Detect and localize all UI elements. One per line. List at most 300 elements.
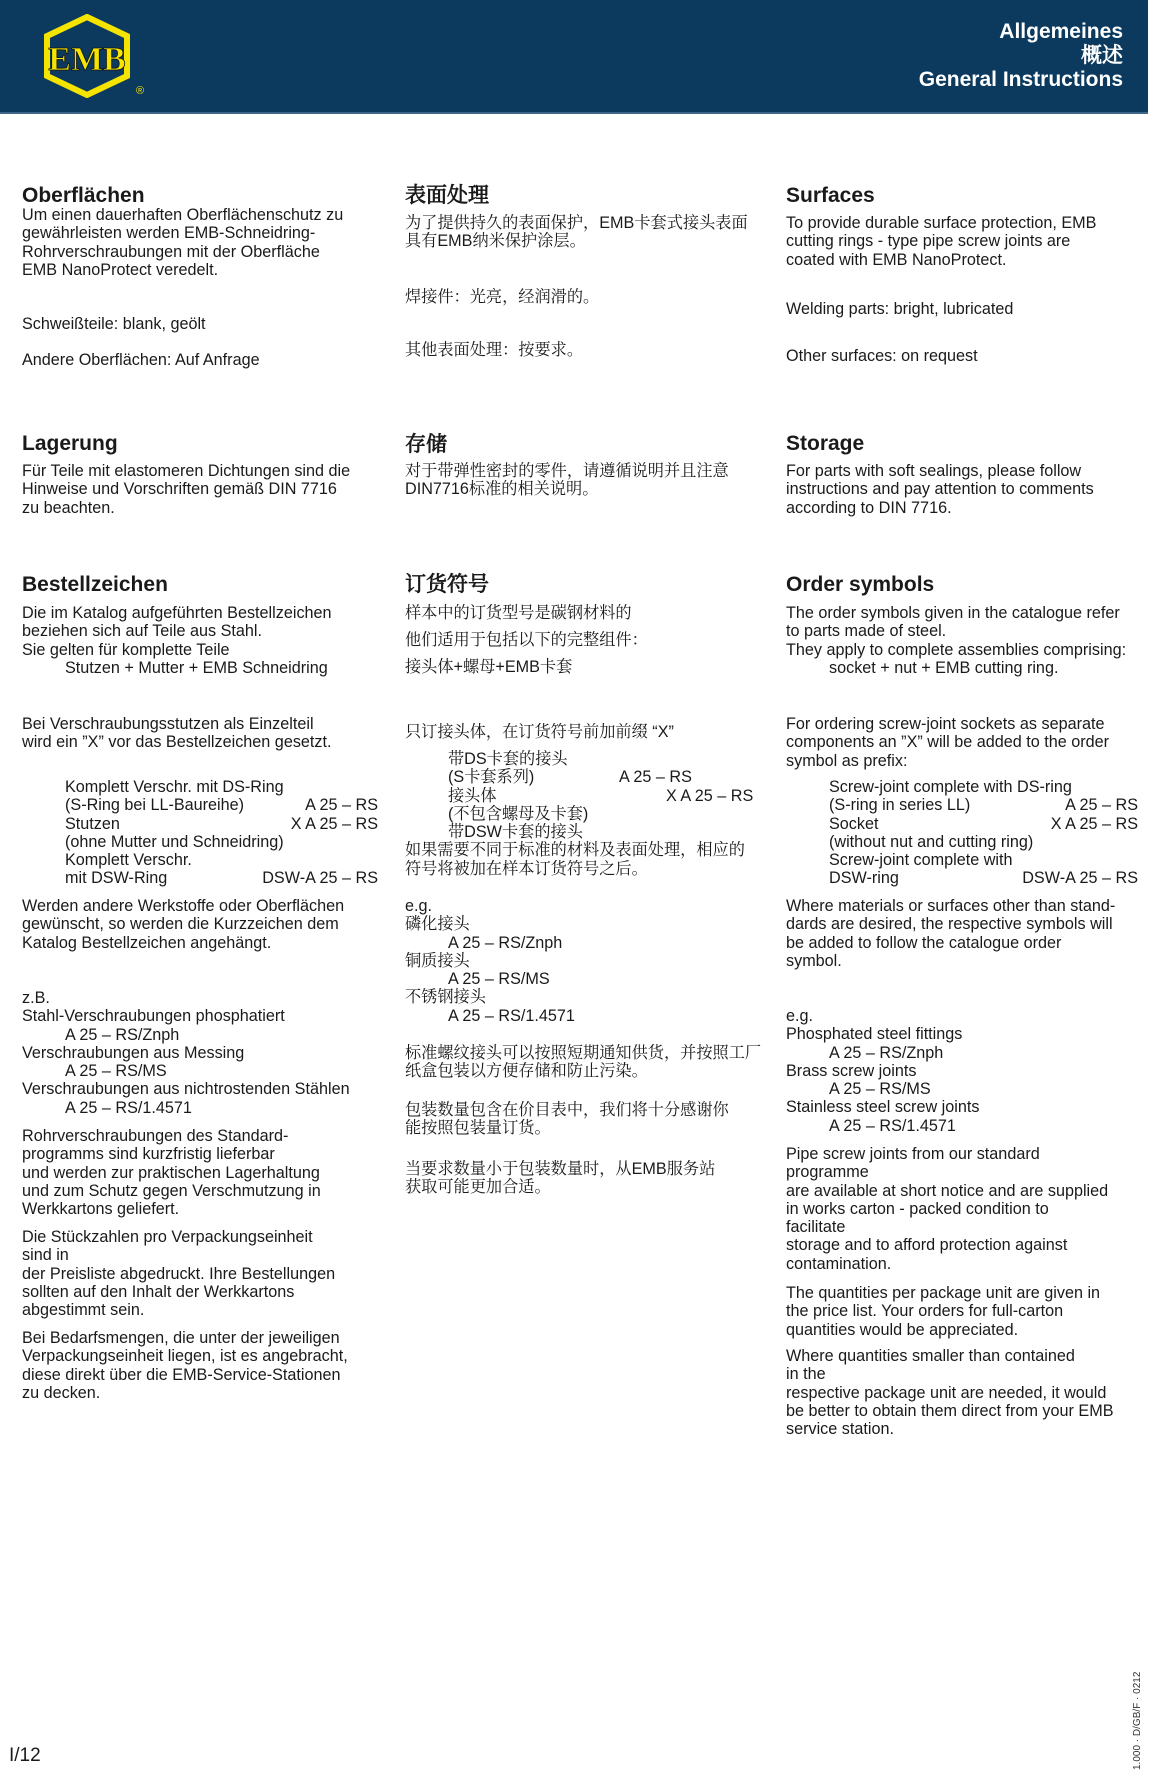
text-line — [22, 243, 378, 261]
text-line — [405, 1178, 760, 1196]
text-line — [786, 604, 1138, 622]
text-line — [786, 1218, 1138, 1236]
text-line — [22, 1062, 378, 1080]
paragraph — [405, 723, 760, 741]
text-line — [22, 989, 378, 1007]
text-line — [786, 347, 1138, 365]
line-text: Stutzen — [65, 814, 120, 833]
line-text: 包装数量包含在价目表中，我们将十分感谢你 — [405, 1101, 729, 1119]
paragraph — [22, 1127, 378, 1218]
text-line — [786, 1420, 1138, 1438]
paragraph — [405, 341, 760, 359]
paragraph — [786, 1007, 1138, 1135]
line-text: 他们适用于包括以下的完整组件： — [405, 631, 648, 649]
line-text: (ohne Mutter und Schneidring) — [65, 832, 284, 851]
section-heading: Order symbols — [786, 573, 935, 596]
text-line — [786, 1163, 1138, 1181]
text-line — [786, 934, 1138, 952]
line-text: der Preisliste abgedruckt. Ihre Bestellungen — [22, 1264, 336, 1283]
paragraph — [22, 206, 378, 279]
line-text: be added to follow the catalogue order — [786, 933, 1062, 952]
text-line — [405, 1119, 760, 1137]
line-text: Pipe screw joints from our standard — [786, 1145, 1040, 1163]
text-line — [22, 715, 378, 733]
line-text: Stainless steel screw joints — [786, 1098, 980, 1117]
line-text: sollten auf den Inhalt der Werkkartons — [22, 1282, 295, 1301]
line-text: zu decken. — [22, 1383, 101, 1402]
text-line — [22, 499, 378, 517]
line-text: 带DSW卡套的接头 — [448, 823, 583, 842]
line-text: 只订接头体，在订货符号前加前缀 “X” — [405, 723, 674, 741]
text-line — [405, 480, 760, 498]
title-de: Allgemeines — [999, 20, 1123, 43]
text-line — [22, 1265, 378, 1283]
text-line — [786, 1062, 1138, 1080]
line-text: A 25 – RS/1.4571 — [448, 1006, 575, 1025]
paragraph — [786, 214, 1138, 269]
line-text: A 25 – RS/MS — [448, 970, 550, 989]
text-line — [22, 1164, 378, 1182]
line-text: A 25 – RS/1.4571 — [829, 1116, 956, 1135]
text-line — [786, 1007, 1138, 1025]
line-text: e.g. — [405, 897, 433, 915]
line-text: Other surfaces: on request — [786, 347, 978, 365]
line-text: in works carton - packed condition to — [786, 1199, 1049, 1218]
text-line — [786, 480, 1138, 498]
text-line — [786, 796, 1138, 814]
text-line — [405, 823, 760, 841]
paragraph — [786, 715, 1138, 770]
text-line — [786, 462, 1138, 480]
paragraph — [22, 778, 378, 888]
text-line — [405, 768, 760, 786]
text-line — [786, 851, 1138, 869]
line-text: A 25 – RS/MS — [829, 1080, 931, 1099]
line-text: socket + nut + EMB cutting ring. — [829, 658, 1059, 677]
text-line — [22, 915, 378, 933]
line-text: They apply to complete assemblies comprising: — [786, 640, 1127, 659]
line-text: 标准螺纹接头可以按照短期通知供货，并按照工厂 — [405, 1044, 762, 1062]
text-line — [786, 1255, 1138, 1273]
text-line — [405, 952, 760, 970]
line-text: Socket — [829, 814, 879, 833]
text-line — [405, 232, 760, 250]
line-text: The quantities per package unit are given in — [786, 1284, 1101, 1302]
line-text: service station. — [786, 1420, 894, 1439]
paragraph — [786, 1145, 1138, 1273]
line-text: (S-Ring bei LL-Baureihe) — [65, 796, 245, 815]
line-text: (S-ring in series LL) — [829, 796, 971, 815]
section-heading: 订货符号 — [405, 573, 489, 596]
line-text: components an ”X” will be added to the order — [786, 733, 1110, 752]
text-line — [786, 715, 1138, 733]
text-line — [786, 214, 1138, 232]
text-line — [22, 1200, 378, 1218]
line-text: To provide durable surface protection, EMB — [786, 214, 1097, 232]
line-text: 具有EMB纳米保护涂层。 — [405, 232, 586, 251]
text-line — [22, 1384, 378, 1402]
header-titles — [919, 20, 1123, 92]
line-text: Andere Oberflächen: Auf Anfrage — [22, 351, 260, 369]
text-line — [22, 1301, 378, 1319]
line-text: DIN7716标准的相关说明。 — [405, 480, 599, 499]
text-line — [405, 934, 760, 952]
line-text: symbol as prefix: — [786, 751, 908, 770]
document-code: 1.000 · D/GB/F · 0212 — [1132, 1671, 1143, 1770]
line-text: cutting rings - type pipe screw joints are — [786, 232, 1071, 251]
text-line — [405, 860, 760, 878]
line-text: gewährleisten werden EMB-Schneidring- — [22, 224, 316, 243]
paragraph — [786, 1347, 1138, 1438]
paragraph — [22, 1228, 378, 1319]
line-text: programms sind kurzfristig lieferbar — [22, 1145, 275, 1164]
text-line — [22, 1246, 378, 1264]
paragraph — [786, 897, 1138, 970]
text-line — [786, 778, 1138, 796]
line-text: Rohrverschraubungen mit der Oberfläche — [22, 242, 320, 261]
order-code: A 25 – RS — [619, 768, 692, 787]
line-text: Where materials or surfaces other than stand- — [786, 897, 1116, 915]
line-text: EMB NanoProtect veredelt. — [22, 260, 219, 279]
text-line — [22, 815, 378, 833]
section-heading: Surfaces — [786, 184, 875, 207]
line-text: 样本中的订货型号是碳钢材料的 — [405, 604, 632, 622]
text-line — [786, 641, 1138, 659]
line-text: are available at short notice and are supplied — [786, 1181, 1109, 1200]
text-line — [22, 1329, 378, 1347]
line-text: und werden zur praktischen Lagerhaltung — [22, 1163, 320, 1182]
line-text: Für Teile mit elastomeren Dichtungen sind die — [22, 462, 351, 480]
text-line — [786, 1402, 1138, 1420]
paragraph — [405, 600, 760, 681]
line-text: Katalog Bestellzeichen angehängt. — [22, 933, 272, 952]
text-line — [405, 1044, 760, 1062]
line-text: (不包含螺母及卡套) — [448, 804, 589, 823]
text-line — [405, 341, 760, 359]
line-text: 其他表面处理：按要求。 — [405, 341, 584, 359]
line-text: A 25 – RS/MS — [65, 1062, 167, 1081]
paragraph — [405, 1044, 760, 1081]
text-line — [22, 480, 378, 498]
paragraph — [405, 288, 760, 306]
text-line — [405, 915, 760, 933]
paragraph — [22, 1329, 378, 1402]
text-line — [22, 224, 378, 242]
line-text: 为了提供持久的表面保护，EMB卡套式接头表面 — [405, 214, 748, 232]
line-text: be better to obtain them direct from your EMB — [786, 1401, 1114, 1420]
paragraph — [22, 351, 378, 369]
line-text: Verschraubungen aus Messing — [22, 1043, 245, 1062]
text-line — [786, 1321, 1138, 1339]
order-code: X A 25 – RS — [290, 814, 378, 833]
text-line — [786, 1182, 1138, 1200]
line-text: zu beachten. — [22, 498, 115, 517]
paragraph — [22, 604, 378, 677]
line-text: 获取可能更加合适。 — [405, 1178, 551, 1197]
text-line — [22, 1007, 378, 1025]
line-text: quantities would be appreciated. — [786, 1320, 1019, 1339]
text-line — [405, 1101, 760, 1119]
order-code: A 25 – RS — [305, 796, 378, 815]
text-line — [22, 622, 378, 640]
text-line — [22, 1080, 378, 1098]
order-code: X A 25 – RS — [1050, 814, 1138, 833]
text-line — [405, 1062, 760, 1080]
text-line — [405, 970, 760, 988]
text-line — [22, 796, 378, 814]
line-text: 接头体+螺母+EMB卡套 — [405, 658, 573, 676]
text-line — [786, 1236, 1138, 1254]
line-text: (without nut and cutting ring) — [829, 832, 1034, 851]
line-text: coated with EMB NanoProtect. — [786, 250, 1007, 269]
line-text: 当要求数量小于包装数量时，从EMB服务站 — [405, 1160, 716, 1178]
text-line — [22, 261, 378, 279]
text-line — [22, 851, 378, 869]
text-line — [786, 869, 1138, 887]
text-line — [786, 499, 1138, 517]
text-line — [405, 462, 760, 480]
line-text: 能按照包装量订货。 — [405, 1119, 551, 1138]
text-line — [405, 787, 760, 805]
line-text: For ordering screw-joint sockets as separate — [786, 715, 1105, 733]
line-text: 不锈钢接头 — [405, 988, 486, 1007]
text-line — [786, 251, 1138, 269]
text-line — [405, 750, 760, 768]
text-line — [786, 897, 1138, 915]
text-line — [405, 988, 760, 1006]
text-line — [22, 934, 378, 952]
title-zh: 概述 — [1081, 44, 1123, 67]
text-line — [22, 206, 378, 224]
text-line — [786, 232, 1138, 250]
text-line — [405, 654, 760, 681]
line-text: e.g. — [786, 1007, 814, 1025]
text-line — [786, 1384, 1138, 1402]
text-line — [22, 869, 378, 887]
line-text: A 25 – RS/Znph — [829, 1043, 944, 1062]
text-line — [22, 1366, 378, 1384]
text-line — [786, 1347, 1138, 1365]
paragraph — [786, 1284, 1138, 1339]
section-heading: 存储 — [405, 433, 447, 456]
line-text: dards are desired, the respective symbols will — [786, 915, 1113, 934]
paragraph — [405, 897, 760, 1025]
paragraph — [405, 214, 760, 251]
section-heading: Bestellzeichen — [22, 573, 168, 596]
text-line — [786, 1200, 1138, 1218]
line-text: Die im Katalog aufgeführten Bestellzeichen — [22, 604, 332, 622]
section-heading: Storage — [786, 432, 865, 455]
line-text: A 25 – RS/Znph — [65, 1025, 180, 1044]
line-text: Stutzen + Mutter + EMB Schneidring — [65, 658, 328, 677]
line-text: (S卡套系列) — [448, 768, 535, 787]
text-line — [22, 641, 378, 659]
line-text: Bei Bedarfsmengen, die unter der jeweiligen — [22, 1329, 340, 1347]
text-line — [22, 1347, 378, 1365]
text-line — [786, 622, 1138, 640]
text-line — [405, 897, 760, 915]
line-text: DSW-ring — [829, 869, 899, 888]
line-text: Komplett Verschr. — [65, 851, 192, 870]
line-text: Screw-joint complete with DS-ring — [829, 778, 1072, 796]
text-line — [405, 1007, 760, 1025]
line-text: Schweißteile: blank, geölt — [22, 315, 206, 333]
order-code: DSW-A 25 – RS — [1022, 869, 1138, 888]
section-heading: Oberflächen — [22, 184, 145, 207]
text-line — [22, 604, 378, 622]
line-text: Phosphated steel fittings — [786, 1025, 963, 1044]
line-text: Welding parts: bright, lubricated — [786, 300, 1014, 318]
line-text: 磷化接头 — [405, 915, 470, 934]
line-text: beziehen sich auf Teile aus Stahl. — [22, 622, 262, 641]
text-line — [786, 1145, 1138, 1163]
line-text: 带DS卡套的接头 — [448, 750, 568, 768]
line-text: Bei Verschraubungsstutzen als Einzelteil — [22, 715, 314, 733]
paragraph — [405, 462, 760, 499]
text-line — [405, 288, 760, 306]
text-line — [22, 1145, 378, 1163]
text-line — [22, 1182, 378, 1200]
text-line — [786, 752, 1138, 770]
text-line — [786, 1044, 1138, 1062]
line-text: 接头体 — [448, 786, 497, 805]
text-line — [22, 1283, 378, 1301]
line-text: diese direkt über die EMB-Service-Stationen — [22, 1365, 341, 1384]
line-text: facilitate — [786, 1218, 846, 1237]
line-text: Verschraubungen aus nichtrostenden Stählen — [22, 1080, 350, 1099]
line-text: Werkkartons geliefert. — [22, 1200, 180, 1219]
page-number: I/12 — [9, 1745, 41, 1766]
line-text: Screw-joint complete with — [829, 851, 1013, 870]
order-code: X A 25 – RS — [666, 786, 754, 805]
line-text: For parts with soft sealings, please follow — [786, 462, 1082, 480]
line-text: 如果需要不同于标准的材料及表面处理，相应的 — [405, 841, 745, 860]
text-line — [22, 1099, 378, 1117]
line-text: instructions and pay attention to comments — [786, 480, 1094, 499]
line-text: Um einen dauerhaften Oberflächenschutz zu — [22, 206, 344, 224]
line-text: 纸盒包装以方便存储和防止污染。 — [405, 1062, 648, 1081]
text-line — [405, 723, 760, 741]
text-line — [786, 1365, 1138, 1383]
line-text: Werden andere Werkstoffe oder Oberflächen — [22, 897, 345, 915]
line-text: Where quantities smaller than contained — [786, 1347, 1075, 1365]
text-line — [786, 815, 1138, 833]
line-text: A 25 – RS/1.4571 — [65, 1098, 192, 1117]
line-text: wird ein ”X” vor das Bestellzeichen gesetzt. — [22, 733, 332, 752]
line-text: Die Stückzahlen pro Verpackungseinheit — [22, 1228, 313, 1246]
line-text: Rohrverschraubungen des Standard- — [22, 1127, 289, 1145]
text-line — [405, 600, 760, 627]
line-text: the price list. Your orders for full-carton — [786, 1302, 1064, 1321]
line-text: 铜质接头 — [405, 951, 470, 970]
paragraph — [22, 897, 378, 952]
paragraph — [405, 1101, 760, 1138]
line-text: storage and to afford protection against — [786, 1236, 1068, 1255]
paragraph — [405, 750, 760, 878]
text-line — [786, 952, 1138, 970]
line-text: respective package unit are needed, it would — [786, 1383, 1107, 1402]
emb-logo — [42, 14, 157, 98]
text-line — [786, 1080, 1138, 1098]
line-text: 焊接件：光亮，经润滑的。 — [405, 288, 600, 306]
line-text: und zum Schutz gegen Verschmutzung in — [22, 1181, 321, 1200]
line-text: A 25 – RS/Znph — [448, 933, 563, 952]
line-text: to parts made of steel. — [786, 622, 947, 641]
text-line — [22, 1127, 378, 1145]
line-text: abgestimmt sein. — [22, 1301, 145, 1320]
line-text: Verpackungseinheit liegen, ist es angebracht, — [22, 1347, 348, 1366]
paragraph — [22, 462, 378, 517]
text-line — [405, 214, 760, 232]
text-line — [22, 315, 378, 333]
svg-text:EMB: EMB — [48, 41, 126, 78]
text-line — [786, 659, 1138, 677]
text-line — [22, 833, 378, 851]
title-en: General Instructions — [918, 68, 1123, 91]
paragraph — [786, 778, 1138, 888]
text-line — [786, 915, 1138, 933]
text-line — [22, 1044, 378, 1062]
line-text: Stahl-Verschraubungen phosphatiert — [22, 1007, 285, 1026]
paragraph — [405, 1160, 760, 1197]
text-line — [22, 778, 378, 796]
text-line — [405, 627, 760, 654]
text-line — [786, 1302, 1138, 1320]
paragraph — [786, 604, 1138, 677]
svg-text:®: ® — [135, 85, 145, 97]
paragraph — [22, 315, 378, 333]
text-line — [405, 1160, 760, 1178]
paragraph — [786, 462, 1138, 517]
text-line — [22, 462, 378, 480]
line-text: The order symbols given in the catalogue refer — [786, 604, 1120, 622]
line-text: gewünscht, so werden die Kurzzeichen dem — [22, 915, 339, 934]
text-line — [22, 1026, 378, 1044]
line-text: z.B. — [22, 989, 50, 1007]
line-text: sind in — [22, 1246, 69, 1265]
order-code: A 25 – RS — [1065, 796, 1138, 815]
text-line — [786, 1284, 1138, 1302]
line-text: according to DIN 7716. — [786, 498, 952, 517]
text-line — [22, 733, 378, 751]
section-heading: 表面处理 — [405, 184, 489, 207]
text-line — [405, 805, 760, 823]
paragraph — [22, 989, 378, 1117]
line-text: contamination. — [786, 1254, 892, 1273]
paragraph — [22, 715, 378, 752]
line-text: symbol. — [786, 951, 842, 970]
line-text: Brass screw joints — [786, 1061, 917, 1080]
header-bar — [0, 0, 1148, 114]
text-line — [786, 1098, 1138, 1116]
section-heading: Lagerung — [22, 432, 118, 455]
text-line — [786, 300, 1138, 318]
text-line — [22, 897, 378, 915]
text-line — [786, 1025, 1138, 1043]
line-text: in the — [786, 1365, 826, 1384]
text-line — [22, 351, 378, 369]
text-line — [786, 833, 1138, 851]
text-line — [22, 1228, 378, 1246]
text-line — [786, 733, 1138, 751]
line-text: Hinweise und Vorschriften gemäß DIN 7716 — [22, 480, 337, 499]
order-code: DSW-A 25 – RS — [262, 869, 378, 888]
text-line — [405, 841, 760, 859]
line-text: Komplett Verschr. mit DS-Ring — [65, 778, 284, 796]
text-line — [22, 659, 378, 677]
line-text: Sie gelten für komplette Teile — [22, 640, 230, 659]
text-line — [786, 1117, 1138, 1135]
